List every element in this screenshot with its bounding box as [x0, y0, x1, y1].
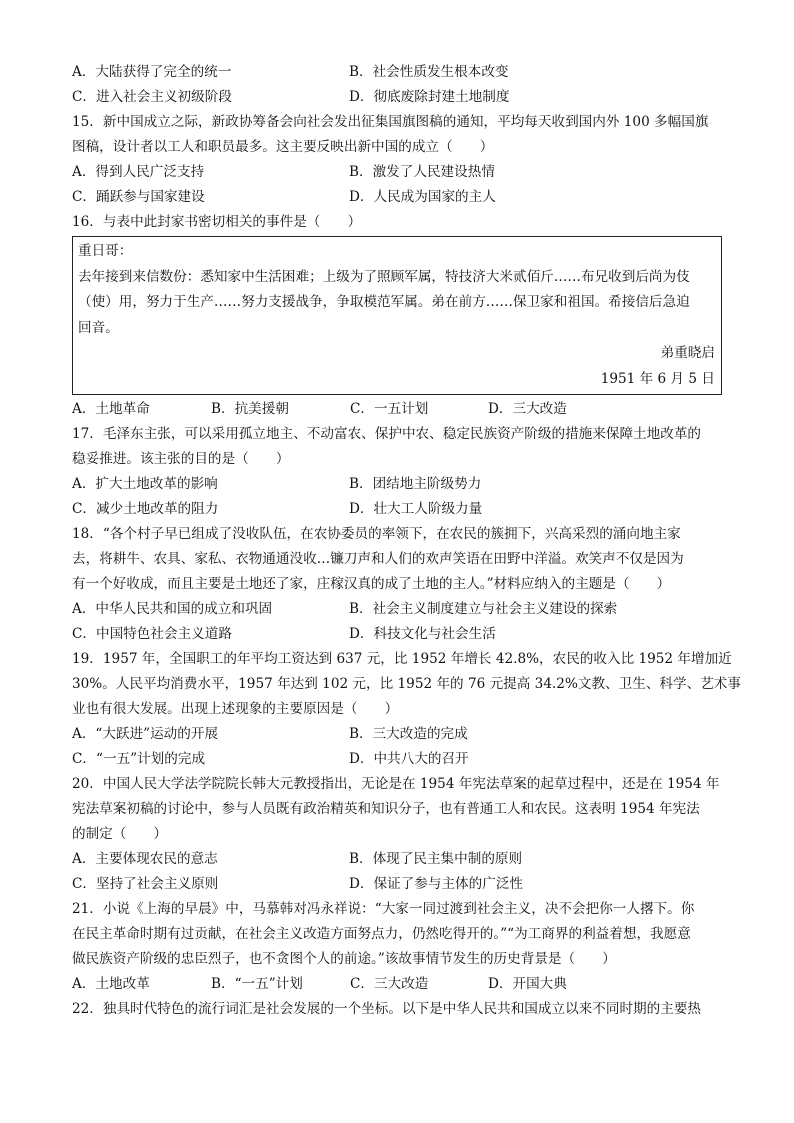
q21-stem-line: 做民族资产阶级的忠臣烈子，也不贪图个人的前途。”该故事情节发生的历史背景是（ ）	[72, 951, 616, 967]
q16-option-d[interactable]: D．三大改造	[488, 401, 567, 417]
q17-option-b[interactable]: B．团结地主阶级势力	[349, 476, 482, 492]
q20-option-a[interactable]: A．主要体现农民的意志	[72, 851, 218, 867]
q18-options-row-1	[72, 597, 722, 622]
q18-option-c[interactable]: C．中国特色社会主义道路	[72, 626, 232, 642]
q15-option-c[interactable]: C．踊跃参与国家建设	[72, 189, 205, 205]
q20-option-c[interactable]: C．坚持了社会主义原则	[72, 876, 219, 892]
q21-options-row	[72, 972, 722, 997]
q16-option-c[interactable]: C．一五计划	[350, 401, 429, 417]
q16-stem-line: 16．与表中此封家书密切相关的事件是（ ）	[72, 214, 362, 230]
q15-stem-line: 15．新中国成立之际，新政协筹备会向社会发出征集国旗图稿的通知，平均每天收到国内外 100 多幅国旗	[72, 114, 709, 130]
q18-stem-line: 去，将耕牛、农具、家私、衣物通通没收…镰刀声和人们的欢声笑语在田野中洋溢。欢笑声不仅是因为	[72, 551, 684, 567]
q21-option-b[interactable]: B．“一五”计划	[211, 976, 303, 992]
q14-option-d[interactable]: D．彻底废除封建土地制度	[349, 89, 510, 105]
letter-greeting: 重日哥：	[78, 243, 133, 259]
q21-option-a[interactable]: A．土地改革	[72, 976, 150, 992]
q21-option-d[interactable]: D．开国大典	[488, 976, 567, 992]
q17-stem-line: 17．毛泽东主张，可以采用孤立地主、不动富农、保护中农、稳定民族资产阶级的措施来保障土地改革的	[72, 426, 702, 442]
q19-option-d[interactable]: D．中共八大的召开	[349, 751, 469, 767]
q15-stem-line: 图稿，设计者以工人和职员最多。这主要反映出新中国的成立（ ）	[72, 139, 494, 155]
letter-signature: 弟重晓启	[660, 345, 715, 361]
q15-options-row-2	[72, 185, 722, 210]
q19-option-a[interactable]: A．“大跃进”运动的开展	[72, 726, 219, 742]
q17-option-c[interactable]: C．减少土地改革的阻力	[72, 501, 219, 517]
q20-option-d[interactable]: D．保证了参与主体的广泛性	[349, 876, 524, 892]
letter-body-line: 去年接到来信数份：悉知家中生活困难；上级为了照顾军属，特技济大米贰佰斤……布兄收到后尚为伎	[78, 268, 690, 285]
q20-stem-line: 20．中国人民大学法学院院长韩大元教授指出，无论是在 1954 年宪法草案的起草过程中，还是在 1954 年	[72, 776, 720, 792]
q21-stem-line: 在民主革命时期有过贡献，在社会主义改造方面努点力，仍然吃得开的。”“为工商界的利益着想，我愿意	[72, 926, 691, 942]
q17-option-a[interactable]: A．扩大土地改革的影响	[72, 476, 218, 492]
q20-options-row-1	[72, 847, 722, 872]
q20-options-row-2	[72, 872, 722, 897]
q20-option-b[interactable]: B．体现了民主集中制的原则	[349, 851, 523, 867]
q16-options-row	[72, 397, 722, 422]
q18-option-b[interactable]: B．社会主义制度建立与社会主义建设的探索	[349, 601, 618, 617]
q18-stem-line: 18．“各个村子早已组成了没收队伍，在农协委员的率领下，在农民的簇拥下，兴高采烈的涌向地主家	[72, 526, 681, 542]
q15-option-a[interactable]: A．得到人民广泛支持	[72, 164, 205, 180]
q18-stem-line: 有一个好收成，而且主要是土地还了家，庄稼汉真的成了土地的主人。”材料应纳入的主题是（ ）	[72, 576, 671, 592]
q20-stem-line: 宪法草案初稿的讨论中，参与人员既有政治精英和知识分子，也有普通工人和农民。这表明 1954 年宪法	[72, 801, 700, 817]
q17-option-d[interactable]: D．壮大工人阶级力量	[349, 501, 483, 517]
q19-stem-line: 30%。人民平均消费水平，1957 年达到 102 元，比 1952 年的 76 元提高 34.2%文教、卫生、科学、艺术事	[72, 676, 741, 692]
q15-option-b[interactable]: B．激发了人民建设热情	[349, 164, 495, 180]
q20-stem-line: 的制定（ ）	[72, 826, 168, 842]
q19-options-row-1	[72, 722, 722, 747]
q17-options-row-2	[72, 497, 722, 522]
q14-options-row-1	[72, 60, 722, 85]
q18-options-row-2	[72, 622, 722, 647]
q19-stem-line: 业也有很大发展。出现上述现象的主要原因是（ ）	[72, 701, 399, 717]
q19-options-row-2	[72, 747, 722, 772]
q16-option-b[interactable]: B．抗美援朝	[211, 401, 289, 417]
q18-option-a[interactable]: A．中华人民共和国的成立和巩固	[72, 601, 273, 617]
q17-stem-line: 稳妥推进。该主张的目的是（ ）	[72, 451, 290, 467]
q14-option-a[interactable]: A．大陆获得了完全的统一	[72, 64, 232, 80]
q18-option-d[interactable]: D．科技文化与社会生活	[349, 626, 496, 642]
q17-options-row-1	[72, 472, 722, 497]
q15-option-d[interactable]: D．人民成为国家的主人	[349, 189, 496, 205]
q19-option-c[interactable]: C．“一五”计划的完成	[72, 751, 206, 767]
q21-stem-line: 21．小说《上海的早晨》中，马慕韩对冯永祥说：“大家一同过渡到社会主义，决不会把你一人撂下。你	[72, 901, 695, 917]
letter-date: 1951 年 6 月 5 日	[600, 370, 715, 387]
q22-stem-line: 22．独具时代特色的流行词汇是社会发展的一个坐标。以下是中华人民共和国成立以来不同时期的主要热	[72, 1001, 702, 1017]
q15-options-row-1	[72, 160, 722, 185]
q19-option-b[interactable]: B．三大改造的完成	[349, 726, 468, 742]
q16-option-a[interactable]: A．土地革命	[72, 401, 150, 417]
letter-body-line: （使）用，努力于生产……努力支援战争，争取模范军属。弟在前方……保卫家和祖国。希接信后急迫	[78, 294, 690, 310]
q14-options-row-2	[72, 85, 722, 110]
q14-option-b[interactable]: B．社会性质发生根本改变	[349, 64, 509, 80]
exam-page	[72, 60, 741, 1022]
family-letter-box	[72, 236, 722, 395]
q14-option-c[interactable]: C．进入社会主义初级阶段	[72, 89, 232, 105]
letter-body-line: 回音。	[78, 319, 119, 336]
q21-option-c[interactable]: C．三大改造	[350, 976, 429, 992]
q19-stem-line: 19．1957 年，全国职工的年平均工资达到 637 元，比 1952 年增长 42.8%，农民的收入比 1952 年增加近	[72, 651, 732, 667]
